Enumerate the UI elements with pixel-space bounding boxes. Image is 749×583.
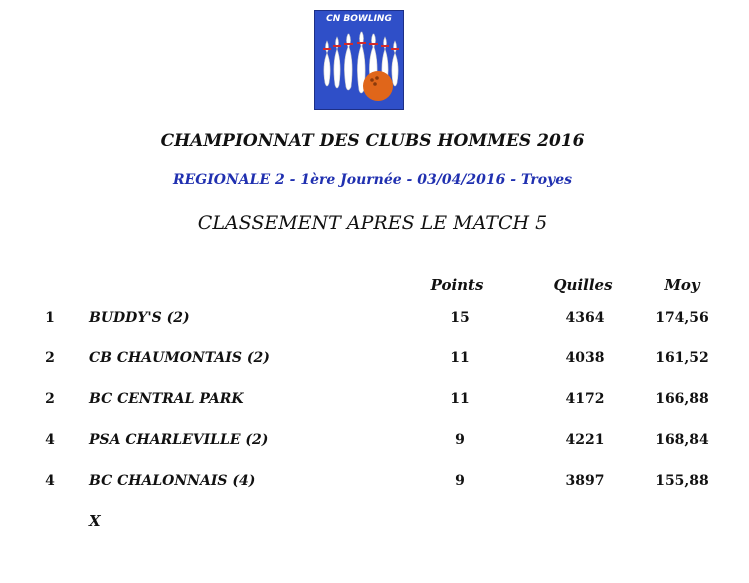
logo-text: CN BOWLING [326,14,392,24]
table-row [0,391,749,413]
rank-cell: 4 [45,432,55,448]
table-row [0,432,749,454]
quilles-cell: 4221 [565,432,605,448]
quilles-cell: 4038 [565,350,605,366]
moy-cell: 166,88 [655,391,709,407]
quilles-cell: 4364 [565,310,605,326]
table-row [0,350,749,372]
championship-title: CHAMPIONNAT DES CLUBS HOMMES 2016 [160,131,585,151]
ranking-title: CLASSEMENT APRES LE MATCH 5 [197,212,548,234]
moy-cell: 161,52 [655,350,709,366]
rank-cell: 4 [45,473,55,489]
table-row [0,473,749,495]
points-cell: 15 [450,310,470,326]
team-cell: BC CHALONNAIS (4) [89,473,256,489]
quilles-cell: 3897 [565,473,605,489]
moy-cell: 168,84 [655,432,709,448]
points-cell: 11 [450,350,470,366]
rank-cell: 2 [45,391,55,407]
header-quilles: Quilles [553,276,613,294]
moy-cell: 155,88 [655,473,709,489]
points-cell: 9 [455,473,465,489]
points-cell: 9 [455,432,465,448]
team-cell: CB CHAUMONTAIS (2) [89,350,270,366]
header-moy: Moy [664,276,700,294]
team-cell: PSA CHARLEVILLE (2) [89,432,269,448]
moy-cell: 174,56 [655,310,709,326]
quilles-cell: 4172 [565,391,605,407]
header-points: Points [430,276,484,294]
points-cell: 11 [450,391,470,407]
footer-mark: X [89,512,101,530]
team-cell: BC CENTRAL PARK [89,391,244,407]
bowling-pins-icon [315,25,405,110]
table-row [0,310,749,332]
rank-cell: 2 [45,350,55,366]
event-subtitle: REGIONALE 2 - 1ère Journée - 03/04/2016 - Troyes [173,172,572,188]
rank-cell: 1 [45,310,55,326]
cn-bowling-logo [314,10,404,110]
team-cell: BUDDY'S (2) [89,310,190,326]
